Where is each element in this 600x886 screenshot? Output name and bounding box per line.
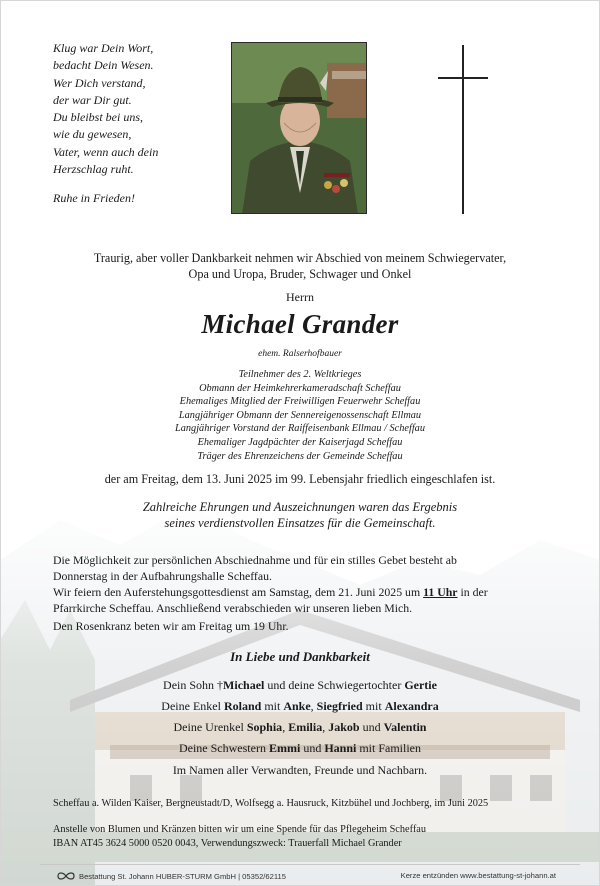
rosary-info: Den Rosenkranz beten wir am Freitag um 19 Uhr. (53, 619, 289, 633)
family-row (0, 738, 600, 759)
family-text: , (282, 720, 289, 734)
poem-line: Wer Dich verstand, (53, 75, 146, 90)
family-name: Alexandra (384, 699, 439, 713)
family-name: Emilia (288, 720, 323, 734)
relatives-note: Im Namen aller Verwandten, Freunde und Nachbarn. (172, 763, 428, 777)
poem-line: bedacht Dein Wesen. (53, 58, 154, 73)
poem-line: wie du gewesen, (53, 127, 132, 142)
death-notice: der am Freitag, dem 13. Juni 2025 im 99. Lebensjahr friedlich eingeschlafen ist. (104, 472, 496, 486)
deceased-cross-icon: † (217, 678, 224, 692)
family-row (0, 717, 600, 738)
family-row (0, 675, 600, 696)
poem-line: Klug war Dein Wort, (53, 41, 154, 55)
poem-line: Du bleibst bei uns, (53, 110, 143, 125)
service-time: 11 Uhr (423, 585, 458, 599)
family-text: Deine Enkel (161, 699, 224, 713)
service-line (53, 584, 573, 600)
family-text: mit (362, 699, 385, 713)
donation-note (53, 823, 426, 851)
honor-item: Ehemaliges Mitglied der Freiwilligen Feuerwehr Scheffau (179, 396, 421, 408)
salutation: Herrn (286, 290, 314, 304)
family-name: Valentin (383, 720, 427, 734)
viewing-line: Die Möglichkeit zur persönlichen Abschiednahme und für ein stilles Gebet besteht ab (53, 553, 457, 567)
portrait-photo (231, 42, 367, 214)
funeral-home (56, 871, 286, 881)
family-name: Anke (283, 699, 311, 713)
donation-line: Anstelle von Blumen und Kränzen bitten wir um eine Spende für das Pflegeheim Scheffau (53, 824, 426, 835)
family-text: und (359, 720, 384, 734)
honor-item: Langjähriger Obmann der Sennereigenossenschaft Ellmau (178, 409, 422, 421)
family-name: Jakob (328, 720, 360, 734)
family-name: Siegfried (316, 699, 363, 713)
service-text: Wir feiern den Auferstehungsgottesdienst am Samstag, dem 21. Juni 2025 um (53, 585, 424, 599)
intro-text (0, 250, 600, 282)
poem (53, 40, 228, 208)
poem-line: der war Dir gut. (53, 92, 132, 107)
former-title: ehem. Ralserhofbauer (258, 349, 342, 359)
honors-list (0, 368, 600, 463)
footer (0, 868, 600, 884)
family-list (0, 675, 600, 759)
love-title: In Liebe und Dankbarkeit (230, 649, 370, 664)
service-info (53, 584, 573, 616)
funeral-home-text: Bestattung St. Johann HUBER-STURM GmbH | 05352/62115 (79, 871, 286, 881)
honor-item: Teilnehmer des 2. Weltkrieges (238, 369, 362, 380)
family-name: Hanni (324, 741, 357, 755)
footer-divider (40, 864, 580, 865)
family-name: Emmi (268, 741, 301, 755)
cross-icon-bar (438, 77, 488, 79)
intro-line: Opa und Uropa, Bruder, Schwager und Onkel (188, 267, 412, 281)
family-name: Sophia (246, 720, 283, 734)
family-text: Dein Sohn (163, 678, 218, 692)
tribute-line: seines verdienstvollen Einsatzes für die Gemeinschaft. (164, 516, 436, 530)
place-date: Scheffau a. Wilden Kaiser, Bergneustadt/D, Wolfsegg a. Hausruck, Kitzbühel und Jochberg, im Juni 2025 (53, 798, 489, 809)
family-row (0, 696, 600, 717)
tribute-line: Zahlreiche Ehrungen und Auszeichnungen waren das Ergebnis (142, 500, 458, 514)
honor-item: Obmann der Heimkehrerkameradschaft Scheffau (199, 382, 401, 394)
intro-line: Traurig, aber voller Dankbarkeit nehmen wir Abschied von meinem Schwiegervater, (93, 251, 507, 265)
viewing-info (53, 552, 573, 584)
deceased-name: Michael Grander (201, 309, 399, 339)
honor-item: Langjähriger Vorstand der Raiffeisenbank Ellmau / Scheffau (175, 423, 425, 435)
tribute (0, 499, 600, 531)
family-text: , (322, 720, 329, 734)
family-text: mit (261, 699, 284, 713)
family-text: und deine Schwiegertochter (264, 678, 405, 692)
candle-link[interactable]: Kerze entzünden www.bestattung-st-johann.at (400, 871, 556, 880)
donation-line: IBAN AT45 3624 5000 0520 0043, Verwendungszweck: Trauerfall Michael Grander (53, 838, 402, 849)
family-text: mit Familien (356, 741, 421, 755)
family-text: Deine Schwestern (178, 741, 269, 755)
family-name: Roland (223, 699, 262, 713)
viewing-line: Donnerstag in der Aufbahrungshalle Scheffau. (53, 569, 272, 583)
poem-closing: Ruhe in Frieden! (53, 191, 135, 206)
service-line: Pfarrkirche Scheffau. Anschließend verabschieden wir unseren lieben Mich. (53, 601, 413, 615)
poem-line: Herzschlag ruht. (53, 162, 134, 177)
honor-item: Ehemaliger Jagdpächter der Kaiserjagd Scheffau (197, 436, 403, 448)
poem-line: Vater, wenn auch dein (53, 144, 159, 159)
honor-item: Träger des Ehrenzeichens der Gemeinde Scheffau (197, 450, 403, 462)
service-text: in der (457, 585, 488, 599)
infinity-icon (56, 871, 76, 881)
family-name: Gertie (404, 678, 437, 692)
family-name: Michael (223, 678, 265, 692)
family-text: , (310, 699, 317, 713)
family-text: und (300, 741, 325, 755)
cross-icon (462, 45, 464, 214)
family-text: Deine Urenkel (173, 720, 247, 734)
